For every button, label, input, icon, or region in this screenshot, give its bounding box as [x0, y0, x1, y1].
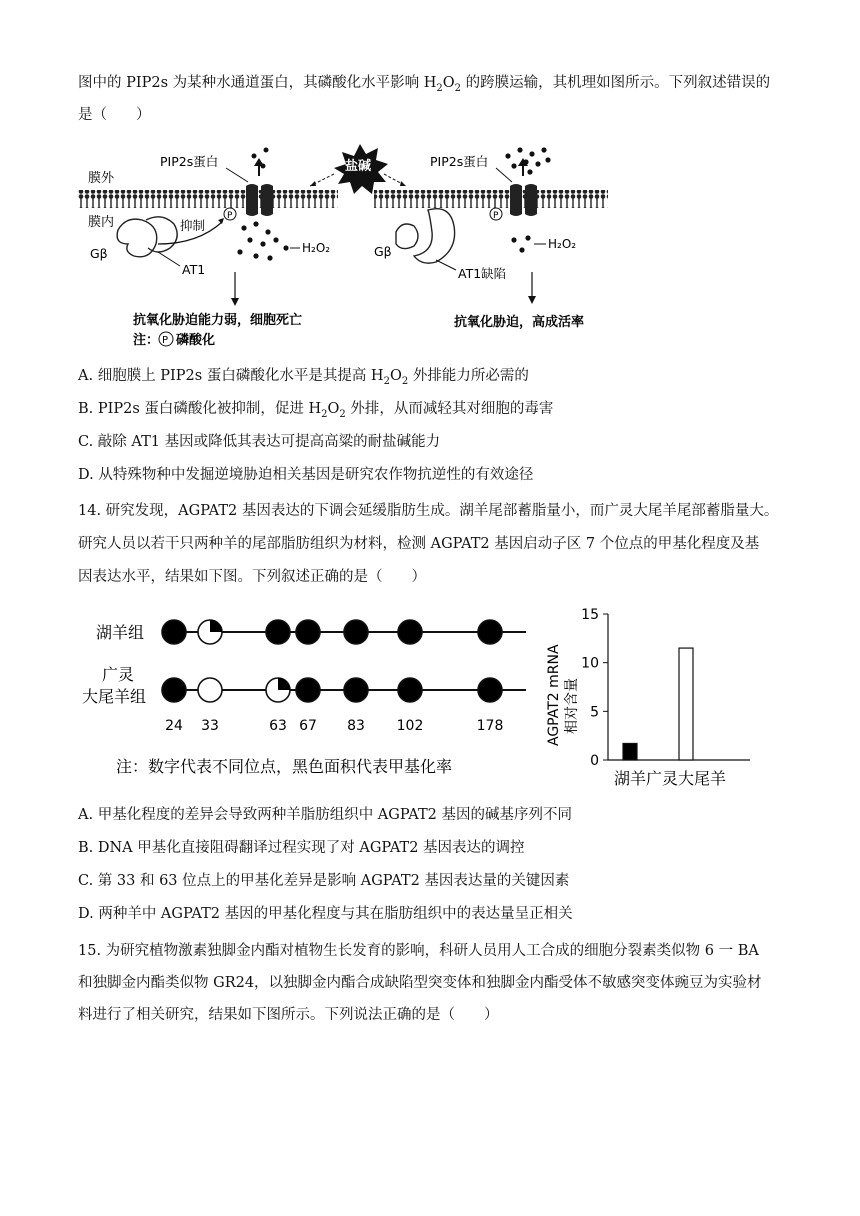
note-prefix: 注： [133, 333, 160, 348]
chart-ylabel-line2: 相对含量 [564, 678, 580, 734]
group2-site-178 [478, 678, 502, 702]
q14-option-c: C. 第 33 和 63 位点上的甲基化差异是影响 AGPAT2 基因表达量的关键因素 [78, 873, 570, 889]
h2o2-right-label: H₂O₂ [548, 237, 577, 251]
site-label-83: 83 [347, 718, 365, 734]
q14-stem-line3: 因表达水平，结果如下图。下列叙述正确的是（ ） [78, 569, 426, 585]
site-label-102: 102 [396, 718, 424, 734]
group1-site-63 [266, 620, 290, 644]
y-tick-label-5: 5 [590, 704, 599, 721]
inhibit-label: 抑制 [180, 218, 206, 233]
gbeta-right-label: Gβ [374, 244, 392, 259]
pip2s-right-label: PIP2s蛋白 [430, 154, 489, 169]
group2-label-line2: 大尾羊组 [82, 687, 147, 706]
q15-stem-line1: 15. 为研究植物激素独脚金内酯对植物生长发育的影响，科研人员用人工合成的细胞分裂素类似物 6 一 BA [78, 943, 759, 959]
group2-site-24 [162, 678, 186, 702]
h2o2-left-label: H₂O₂ [302, 241, 331, 255]
methylation-diagram [78, 604, 538, 784]
q14-option-d: D. 两种羊中 AGPAT2 基因的甲基化程度与其在脂肪组织中的表达量呈正相关 [78, 906, 573, 922]
site-labels [165, 718, 503, 734]
bar-广灵大尾羊 [679, 648, 693, 760]
gbeta-right-shape [396, 224, 418, 249]
mrna-bar-chart [540, 604, 760, 794]
group1-site-67 [296, 620, 320, 644]
right-membrane [374, 190, 608, 208]
group1-site-33-methylated-part [210, 620, 222, 632]
group2-site-33 [198, 678, 222, 702]
note-suffix: 磷酸化 [176, 333, 216, 348]
q15-stem-line2: 和独脚金内酯类似物 GR24，以独脚金内酯合成缺陷型突变体和独脚金内酯受体不敏感突变体豌豆为实验材 [78, 975, 762, 991]
membrane-diagram [78, 140, 608, 350]
p-symbol-note: P [162, 335, 169, 346]
q14-stem-line1: 14. 研究发现，AGPAT2 基因表达的下调会延缓脂肪生成。湖羊尾部蓄脂量小，而广灵大尾羊尾部蓄脂量大。 [78, 503, 779, 519]
inside-label: 膜内 [88, 215, 115, 230]
methylation-note: 注：数字代表不同位点，黑色面积代表甲基化率 [116, 757, 453, 776]
q13-option-a: A. 细胞膜上 PIP2s 蛋白磷酸化水平是其提高 $H_2O_2$ 外排能力所必需的 [78, 368, 529, 387]
y-tick-label-15: 15 [581, 607, 599, 623]
y-tick-label-10: 10 [581, 655, 599, 672]
site-label-63: 63 [269, 718, 287, 734]
at1-defect-shape [414, 209, 455, 263]
group1-site-102 [398, 620, 422, 644]
group1-site-178 [478, 620, 502, 644]
outside-label: 膜外 [88, 171, 115, 186]
q13-option-c: C. 敲除 AT1 基因或降低其表达可提高高粱的耐盐碱能力 [78, 434, 441, 450]
q13-option-b: B. PIP2s 蛋白磷酸化被抑制，促进 $H_2O_2$ 外排，从而减轻其对细胞的毒害 [78, 401, 554, 420]
pip2s-left-label: PIP2s蛋白 [160, 154, 219, 169]
q13-stem-line1: 图中的 PIP2s 为某种水通道蛋白，其磷酸化水平影响 $H_2O_2$ 的跨膜运输，其机理如图所示。下列叙述错误的 [78, 75, 771, 94]
group2-site-63-methylated-part [278, 678, 290, 690]
h2o2-dots-left-inside [237, 221, 288, 260]
q13-option-d: D. 从特殊物种中发掘逆境胁迫相关基因是研究农作物抗逆性的有效途径 [78, 467, 534, 483]
x-tick-label-湖羊: 湖羊 [613, 769, 647, 788]
h2o2-dots-right-inside [511, 235, 530, 252]
site-label-178: 178 [476, 718, 504, 734]
gbeta-left-label: Gβ [90, 246, 108, 261]
svg-text:P: P [493, 211, 499, 221]
q14-option-a: A. 甲基化程度的差异会导致两种羊脂肪组织中 AGPAT2 基因的碱基序列不同 [78, 807, 572, 823]
group2-site-67 [296, 678, 320, 702]
group2-label-line1: 广灵 [102, 665, 135, 684]
site-label-24: 24 [165, 718, 183, 734]
bar-湖羊 [623, 743, 637, 760]
q15-stem-line3: 料进行了相关研究，结果如下图所示。下列说法正确的是（ ） [78, 1007, 499, 1023]
q14-stem-line2: 研究人员以若干只两种羊的尾部脂肪组织为材料，检测 AGPAT2 基因启动子区 7 个位点的甲基化程度及基 [78, 536, 760, 552]
gbeta-left-shape [117, 219, 157, 257]
group1-label: 湖羊组 [96, 623, 145, 642]
svg-text:P: P [227, 211, 233, 221]
q13-stem-line2: 是（ ） [78, 107, 151, 123]
group2-site-83 [344, 678, 368, 702]
left-membrane [78, 190, 338, 208]
group2-site-102 [398, 678, 422, 702]
q14-option-b: B. DNA 甲基化直接阻碍翻译过程实现了对 AGPAT2 基因表达的调控 [78, 840, 525, 856]
site-label-33: 33 [201, 718, 219, 734]
chart-ylabel-line1: AGPAT2 mRNA [546, 644, 562, 746]
result-left: 抗氧化胁迫能力弱，细胞死亡 [133, 313, 303, 328]
site-label-67: 67 [299, 718, 317, 734]
at1-defect-label: AT1缺陷 [458, 266, 507, 281]
at1-label: AT1 [182, 262, 206, 277]
x-tick-label-广灵大尾羊: 广灵大尾羊 [645, 769, 727, 788]
y-tick-label-0: 0 [590, 753, 599, 769]
group1-site-24 [162, 620, 186, 644]
salt-label: 盐碱 [345, 159, 372, 174]
group1-site-83 [344, 620, 368, 644]
result-right: 抗氧化胁迫，高成活率 [454, 315, 585, 330]
h2o2-dots-right-outside [505, 147, 550, 174]
